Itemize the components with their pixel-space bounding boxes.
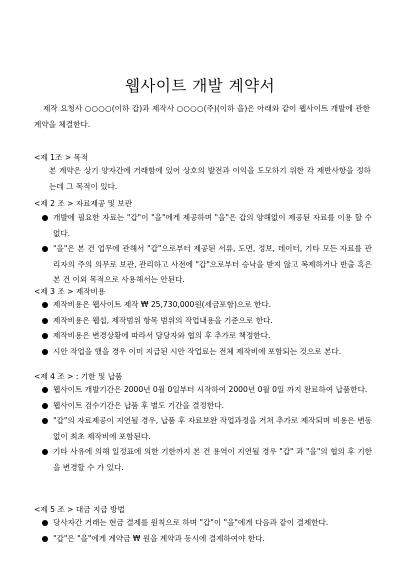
section-1-heading: <제 1조 > 목적	[34, 153, 89, 162]
section-4-heading: <제 4 조 > : 기한 및 납품	[34, 372, 123, 381]
bullet-icon	[42, 403, 48, 409]
bullet-icon	[42, 418, 48, 424]
intro-paragraph: 제작 요청사 ○○○○(이하 갑)과 제작사 ○○○○(주)(이하 을)은 아래와 같이 웹사이트 개발에 관한 계약을 체결한다.	[34, 104, 370, 129]
bullet-icon	[42, 387, 48, 393]
list-item: 웹사이트 검수기간은 납품 후 별도 기간을 결정한다.	[42, 398, 372, 414]
bullet-icon	[42, 215, 48, 221]
list-item: 시안 작업을 했을 경우 이미 지급된 시안 작업료는 전체 제작비에 포함되는 것으로 본다.	[42, 344, 372, 360]
list-item: 웹사이트 개발기간은 2000년 0월 0일부터 시작하여 2000년 0월 0일 까지 완료하여 납품한다.	[42, 382, 372, 398]
section-3-heading: <제 3 조 > 제작비용	[34, 287, 106, 296]
section-4-list	[42, 382, 372, 475]
bullet-icon	[42, 318, 48, 324]
bullet-icon	[42, 302, 48, 308]
section-1-text: 본 계약은 상기 양자간에 거래함에 있어 상호의 발전과 이익을 도모하기 위한 각 제반사항을 정하는데 그 목적이 있다.	[49, 166, 371, 191]
section-3-list	[42, 297, 372, 359]
list-item: "갑"은 "을"에게 계약금 ₩ 원을 계약과 동시에 결제하여야 한다.	[42, 531, 372, 547]
list-item: "갑"의 자료제공이 지연될 경우, 납품 후 자료보완 작업과정을 거쳐 추가로 제작되며 비용은 변동 없이 최초 제작비에 포함된다.	[42, 413, 372, 444]
list-item: 제작비용은 변경상황에 따라서 담당자와 협의 후 추가로 책정한다.	[42, 328, 372, 344]
bullet-icon	[42, 449, 48, 455]
list-item: 제작비용은 웹섭, 제작범위 항목 범위의 작업내용을 기준으로 한다.	[42, 313, 372, 329]
bullet-icon	[42, 246, 48, 252]
bullet-icon	[42, 536, 48, 542]
section-2-heading: <제 2 조 > 자료제공 및 보관	[34, 199, 133, 208]
list-item: 당사자간 거래는 현금 결제를 원칙으로 하며 "갑"이 "을"에게 다음과 같이 결제한다.	[42, 515, 372, 531]
list-item: 기타 사유에 의해 일정표에 의한 기한까지 본 건 용역이 지연될 경우 "갑" 과 "을"의 협의 후 기한을 변경할 수 가 있다.	[42, 444, 372, 475]
bullet-icon	[42, 333, 48, 339]
bullet-icon	[42, 520, 48, 526]
bullet-icon	[42, 349, 48, 355]
list-item: "을"은 본 건 업무에 관해서 "갑"으로부터 제공된 서류, 도면, 정보, 데이터, 기타 모든 자료를 관리자의 주의 의무로 보관, 관리하고 사전에 "갑"으로부터 승낙을 받지 않고 복제하거나 반출 혹은 본 건 이외 목적으로 사용해서는 안된다.	[42, 241, 372, 288]
list-item: 제작비용은 웹사이트 제작 ₩ 25,730,000원(세금포함)으로 한다.	[42, 297, 372, 313]
list-item: 개발에 필요한 자료는 "갑"이 "을"에게 제공하며 "을"은 갑의 양해없이 제공된 자료를 이용 할 수 없다.	[42, 210, 372, 241]
section-5-list	[42, 515, 372, 546]
section-5-heading: <제 5 조 > 대금 지급 방법	[34, 505, 125, 514]
document-title: 웹사이트 개발 계약서	[124, 77, 276, 95]
section-2-list	[42, 210, 372, 288]
